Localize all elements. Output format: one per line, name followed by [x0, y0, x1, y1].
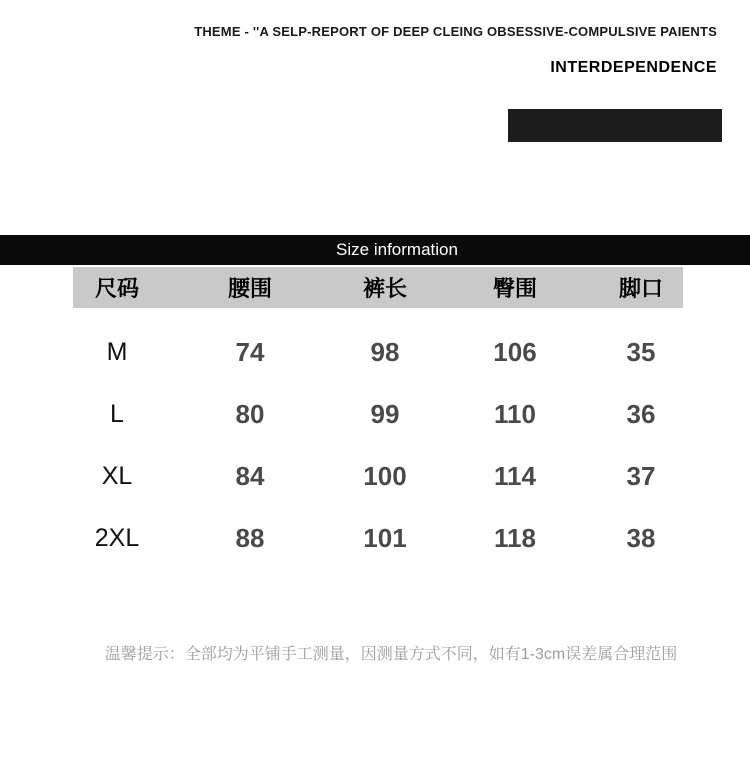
- cell-waist: 88: [235, 522, 265, 553]
- theme-headline: THEME - ''A SELP-REPORT OF DEEP CLEING OBSESSIVE-COMPULSIVE PAIENTS: [194, 24, 717, 39]
- cell-waist: 84: [235, 460, 265, 491]
- col-header-size: 尺码: [94, 276, 139, 301]
- table-row-l: [73, 383, 683, 445]
- size-table-header-row: [73, 267, 683, 308]
- table-row-xl: [73, 445, 683, 507]
- cell-waist: 80: [235, 398, 265, 429]
- col-header-waist: 腰围: [227, 276, 272, 301]
- cell-waist: 74: [235, 336, 265, 367]
- cell-pants-length: 100: [363, 460, 407, 491]
- table-row-2xl: [73, 507, 683, 569]
- cell-size: XL: [101, 461, 133, 490]
- cell-hip: 118: [494, 522, 536, 553]
- cell-leg-opening: 36: [626, 398, 656, 429]
- cell-leg-opening: 35: [626, 336, 656, 367]
- cell-hip: 110: [494, 398, 536, 429]
- table-row-m: [73, 321, 683, 383]
- cell-size: M: [106, 337, 128, 366]
- cell-hip: 114: [494, 460, 536, 491]
- brand-name: INTERDEPENDENCE: [550, 59, 717, 76]
- cell-pants-length: 98: [370, 336, 400, 367]
- measurement-tip-text: 温馨提示：全部均为平铺手工测量，因测量方式不同，如有1-3cm误差属合理范围: [104, 646, 678, 663]
- cell-leg-opening: 38: [626, 522, 656, 553]
- size-table-body: [73, 308, 683, 569]
- cell-size: 2XL: [94, 523, 140, 552]
- size-table: [73, 267, 683, 569]
- col-header-pants-length: 裤长: [362, 276, 407, 301]
- size-information-title: Size information: [336, 240, 458, 259]
- col-header-leg-opening: 脚口: [618, 276, 663, 301]
- cell-size: L: [110, 399, 124, 428]
- cell-pants-length: 99: [370, 398, 400, 429]
- cell-leg-opening: 37: [626, 460, 656, 491]
- measurement-tip: [0, 641, 750, 664]
- col-header-hip: 臀围: [492, 276, 537, 301]
- size-information-bar: [0, 235, 750, 265]
- black-banner: [508, 109, 722, 142]
- cell-hip: 106: [493, 336, 537, 367]
- cell-pants-length: 101: [363, 522, 407, 553]
